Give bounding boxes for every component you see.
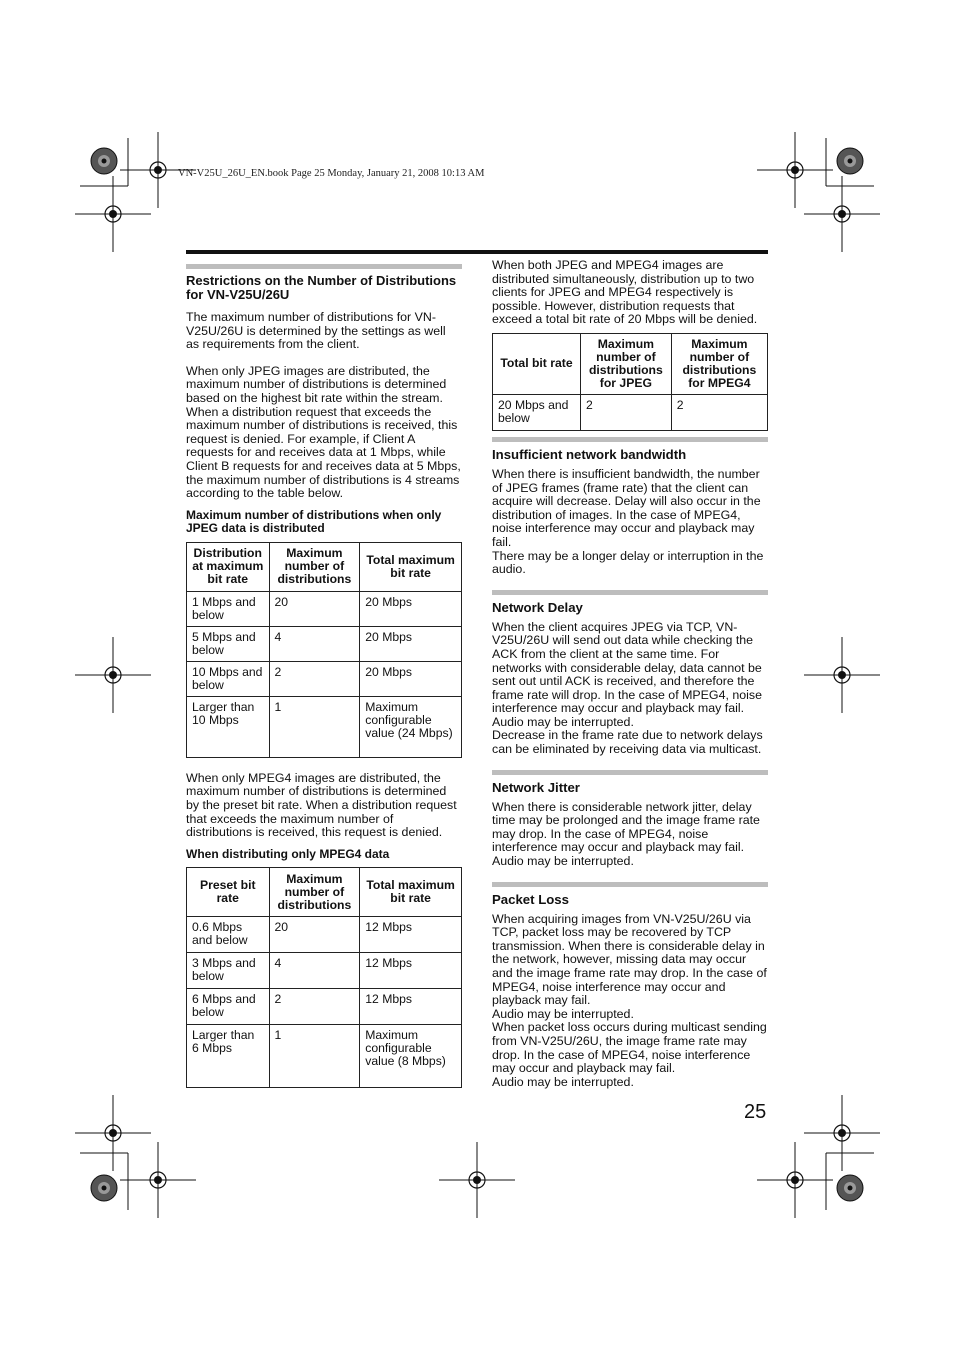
- table-cell: Larger than 6 Mbps: [187, 1025, 270, 1088]
- table-cell: 2: [269, 989, 360, 1025]
- right-column: [492, 259, 768, 1102]
- table-header: Maximum number of distributions: [269, 868, 360, 917]
- table-cell: 5 Mbps and below: [187, 626, 270, 661]
- table-cell: 1: [269, 696, 360, 757]
- table-header: Total maximum bit rate: [360, 868, 462, 917]
- table-row: [187, 626, 462, 661]
- jpeg-paragraph: When only JPEG images are distributed, the maximum number of distributions is determined based on the highest bit rate within the stream. When a distribution request that exceeds the maximum number of distributions is received, this request is denied. For example, if Client A requests for and receives data at 1 Mbps, while Client B requests for and receives data at 5 Mbps, the maximum number of distributions is 4 streams according to the table below.: [186, 363, 461, 501]
- jitter-text-audio: Audio may be interrupted.: [492, 854, 634, 869]
- section-heading: Restrictions on the Number of Distributions for VN-V25U/26U: [186, 273, 457, 302]
- table-header: Distribution at maximum bit rate: [187, 542, 270, 591]
- print-header: VN-V25U_26U_EN.book Page 25 Monday, January 21, 2008 10:13 AM: [178, 168, 485, 179]
- table-row: [187, 917, 462, 953]
- table-cell: Maximum configurable value (24 Mbps): [360, 696, 462, 757]
- table-row: [187, 953, 462, 989]
- table-cell: 20: [269, 917, 360, 953]
- table-row: [187, 661, 462, 696]
- delay-text-audio: Audio may be interrupted.: [492, 714, 634, 729]
- bandwidth-text: When there is insufficient bandwidth, the number of JPEG frames (frame rate) that the client can acquire will decrease. Delay will also occur in the distribution of images. In the case of MPEG4, noise interference may occur and playback may fail.: [492, 466, 761, 549]
- table-cell: 20 Mbps: [360, 591, 462, 626]
- table-cell: Larger than 10 Mbps: [187, 696, 270, 757]
- table-header: Total bit rate: [493, 333, 581, 394]
- section-rule: [186, 264, 462, 269]
- table-row: [187, 591, 462, 626]
- table-header: Maximum number of distributions for MPEG4: [671, 333, 767, 394]
- table-cell: 2: [269, 661, 360, 696]
- table-row: [187, 696, 462, 757]
- jpeg-table-title: Maximum number of distributions when only JPEG data is distributed: [186, 507, 442, 536]
- table-cell: 1 Mbps and below: [187, 591, 270, 626]
- jitter-text: When there is considerable network jitter, delay time may be prolonged and the image frame rate may drop. In the case of MPEG4, noise interference may occur and playback may fail.: [492, 799, 760, 855]
- table-cell: Maximum configurable value (8 Mbps): [360, 1025, 462, 1088]
- jpeg-table: [186, 542, 462, 758]
- intro-paragraph: The maximum number of distributions for VN-V25U/26U is determined by the settings as well as requirements from the client.: [186, 310, 446, 352]
- table-header-row: [493, 333, 768, 394]
- table-header: Preset bit rate: [187, 868, 270, 917]
- table-cell: 2: [581, 394, 672, 430]
- section-title-packet-loss: Packet Loss: [492, 891, 569, 907]
- top-rule: [186, 250, 768, 254]
- both-table: [492, 333, 768, 431]
- table-header-row: [187, 868, 462, 917]
- table-cell: 12 Mbps: [360, 953, 462, 989]
- table-cell: 4: [269, 626, 360, 661]
- section-title-jitter: Network Jitter: [492, 779, 580, 795]
- table-header: Maximum number of distributions for JPEG: [581, 333, 672, 394]
- section-title-delay: Network Delay: [492, 599, 583, 615]
- table-row: [187, 1025, 462, 1088]
- table-cell: 3 Mbps and below: [187, 953, 270, 989]
- packet-loss-text-audio: Audio may be interrupted.: [492, 1006, 634, 1021]
- table-cell: 20 Mbps and below: [493, 394, 581, 430]
- packet-loss-text-audio-2: Audio may be interrupted.: [492, 1074, 634, 1089]
- table-cell: 20 Mbps: [360, 661, 462, 696]
- packet-loss-text: When acquiring images from VN-V25U/26U via TCP, packet loss may be recovered by TCP transmission. When there is considerable delay in the network, however, missing data may occur and the image frame rate may drop. In the case of MPEG4, noise interference may occur and playback may fail.: [492, 911, 767, 1008]
- table-header: Total maximum bit rate: [360, 542, 462, 591]
- page-number: 25: [744, 1101, 767, 1123]
- bandwidth-text-audio: There may be a longer delay or interruption in the audio.: [492, 548, 764, 577]
- table-cell: 20 Mbps: [360, 626, 462, 661]
- table-cell: 12 Mbps: [360, 989, 462, 1025]
- delay-text: When the client acquires JPEG via TCP, VN-V25U/26U will send out data while checking the ACK from the client at the same time. For networks with considerable delay, data cannot be sent out until ACK is received, and therefore the frame rate will drop. In the case of MPEG4, noise interference may occur and playback may fail.: [492, 619, 762, 716]
- both-paragraph: When both JPEG and MPEG4 images are distributed simultaneously, distribution up to two clients for JPEG and MPEG4 respectively is possible. However, distribution requests that exceed a total bit rate of 20 Mbps will be denied.: [492, 258, 758, 327]
- table-cell: 10 Mbps and below: [187, 661, 270, 696]
- table-cell: 12 Mbps: [360, 917, 462, 953]
- mpeg-paragraph: When only MPEG4 images are distributed, the maximum number of distributions is determined by the preset bit rate. When a distribution request that exceeds the maximum number of distributions is received, this request is denied.: [186, 770, 457, 840]
- table-cell: 6 Mbps and below: [187, 989, 270, 1025]
- table-row: [493, 394, 768, 430]
- table-cell: 0.6 Mbps and below: [187, 917, 270, 953]
- packet-loss-text-multicast: When packet loss occurs during multicast sending from VN-V25U/26U, the image frame rate may drop. In the case of MPEG4, noise interference may occur and playback may fail.: [492, 1020, 767, 1076]
- section-title-bandwidth: Insufficient network bandwidth: [492, 446, 687, 462]
- table-cell: 1: [269, 1025, 360, 1088]
- table-header: Maximum number of distributions: [269, 542, 360, 591]
- mpeg-table: [186, 867, 462, 1088]
- table-cell: 20: [269, 591, 360, 626]
- table-cell: 4: [269, 953, 360, 989]
- table-row: [187, 989, 462, 1025]
- table-header-row: [187, 542, 462, 591]
- table-cell: 2: [671, 394, 767, 430]
- delay-text-multicast: Decrease in the frame rate due to network delays can be eliminated by receiving data via multicast.: [492, 728, 763, 757]
- section-rule: [492, 770, 768, 775]
- section-rule: [492, 437, 768, 442]
- left-column: [186, 264, 462, 1102]
- section-rule: [492, 882, 768, 887]
- section-rule: [492, 590, 768, 595]
- mpeg-table-title: When distributing only MPEG4 data: [186, 846, 390, 861]
